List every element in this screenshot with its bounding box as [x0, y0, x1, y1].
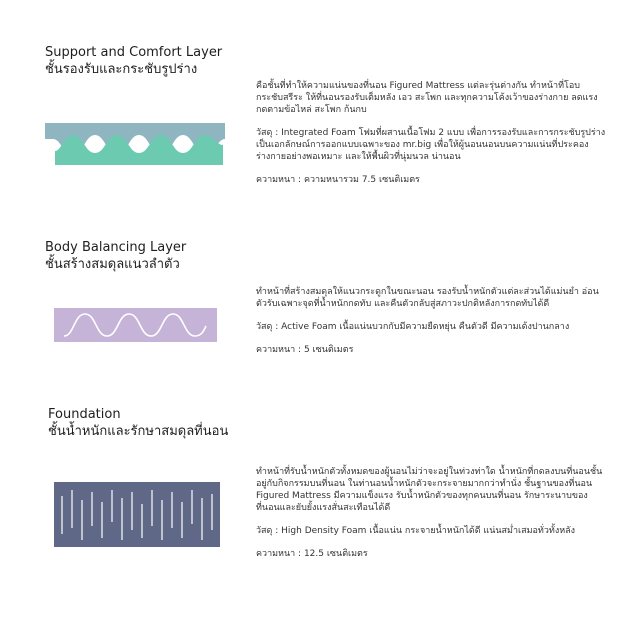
- balance-layer-thickness: ความหนา : 5 เซนติเมตร: [256, 345, 354, 355]
- support-layer-bottom-foam: [55, 135, 223, 165]
- foundation-layer-graphic: [54, 482, 220, 547]
- foundation-layer-title-en: Foundation: [48, 407, 121, 422]
- balance-layer-title-en: Body Balancing Layer: [45, 240, 187, 255]
- balance-layer-graphic: [54, 308, 217, 342]
- balance-layer-description: ทำหน้าที่สร้างสมดุลให้แนวกระดูกในขณะนอน รองรับน้ำหนักตัวแต่ละส่วนได้แม่นยำ อ่อนตัวรับเฉพาะจุดที่น้ำหนักกดทับ และคืนตัวกลับสู่สภาวะปกติหลังการกดทับได้ดี: [256, 287, 599, 309]
- support-layer-title-en: Support and Comfort Layer: [45, 45, 223, 60]
- support-layer-material: วัสดุ : Integrated Foam โฟมที่ผสานเนื้อโฟม 2 แบบ เพื่อการรองรับและการกระชับรูปร่าง เป็นเอกลักษณ์การออกแบบเฉพาะของ mr.big เพื่อให้ผู้นอนนอนบนความแน่นที่ประคองร่างกายอย่างพอเหมาะ และให้พื้นผิวที่นุ่มนวล น่านอน: [256, 128, 606, 162]
- foundation-layer-material: วัสดุ : High Density Foam เนื้อแน่น กระจายน้ำหนักได้ดี แน่นสม่ำเสมอทั่วทั้งหลัง: [256, 526, 576, 536]
- balance-layer-material: วัสดุ : Active Foam เนื้อแน่นบวกกับมีความยืดหยุ่น คืนตัวดี มีความเด้งปานกลาง: [256, 322, 570, 332]
- foundation-layer-title: [48, 406, 228, 440]
- foundation-layer-thickness: ความหนา : 12.5 เซนติเมตร: [256, 549, 368, 559]
- support-layer-description: คือชั้นที่ทำให้ความแน่นของที่นอน Figured Mattress แต่ละรุ่นต่างกัน ทำหน้าที่โอบกระชับสรีระ ให้ที่นอนรองรับเต็มหลัง เอว สะโพก และทุกความโค้งเว้าของร่างกาย ลดแรงกดตามข้อไหล่ สะโพก ก้นกบ: [256, 81, 598, 115]
- foundation-layer-description-block: [256, 466, 606, 571]
- support-layer-title-th: ชั้นรองรับและกระชับรูปร่าง: [45, 62, 198, 77]
- balance-layer-title-th: ชั้นสร้างสมดุลแนวลำตัว: [45, 257, 180, 272]
- support-layer-thickness: ความหนา : ความหนารวม 7.5 เซนติเมตร: [256, 175, 420, 185]
- foundation-layer-description: ทำหน้าที่รับน้ำหนักตัวทั้งหมดของผู้นอนไม่ว่าจะอยู่ในท่วงท่าใด น้ำหนักที่กดลงบนที่นอนชั้นอยู่กับกิจกรรมบนที่นอน ในท่านอนน้ำหนักตัวจะกระจายมากกว่าทำนั่ง ชั้นฐานของที่นอน Figured Mattress มีความแข็งแรง รับน้ำหนักตัวของทุกคนบนที่นอน รักษาระนาบของที่นอนและยับยั้งแรงสั่นสะเทือนได้ดี: [256, 467, 603, 513]
- foundation-layer-foam: [54, 482, 220, 547]
- balance-layer-description-block: [256, 286, 606, 367]
- support-layer-graphic: [45, 115, 225, 170]
- foundation-layer-title-th: ชั้นน้ำหนักและรักษาสมดุลที่นอน: [48, 424, 229, 439]
- balance-layer-title: [45, 239, 186, 273]
- balance-layer-foam: [54, 308, 217, 342]
- support-layer-description-block: [256, 80, 606, 197]
- support-layer-title: [45, 44, 222, 78]
